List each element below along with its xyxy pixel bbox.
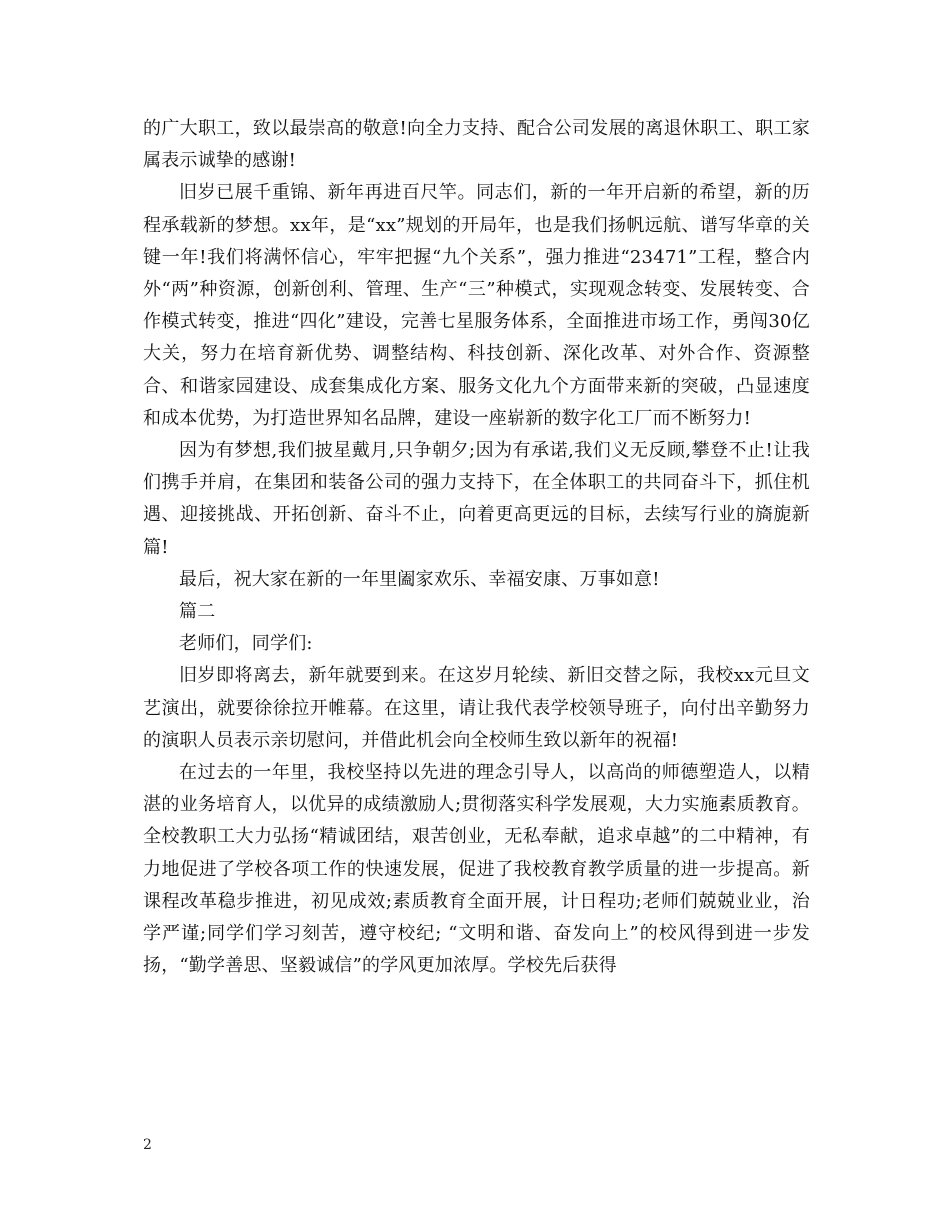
paragraph-3: 因为有梦想,我们披星戴月,只争朝夕;因为有承诺,我们义无反顾,攀登不止!让我们携手并肩，在集团和装备公司的强力支持下，在全体职工的共同奋斗下，抓住机遇、迎接挑战、开拓创新、奋斗不止，向着更高更远的目标，去续写行业的旖旎新篇!	[143, 440, 810, 558]
paragraph-4: 最后，祝大家在新的一年里阖家欢乐、幸福安康、万事如意!	[179, 568, 660, 590]
page-number: 2	[143, 1137, 152, 1153]
section-heading: 篇二	[179, 601, 216, 623]
document-body	[143, 113, 810, 982]
paragraph-8: 在过去的一年里，我校坚持以先进的理念引导人，以高尚的师德塑造人，以精湛的业务培育人，以优异的成绩激励人;贯彻落实科学发展观，大力实施素质教育。全校教职工大力弘扬“精诚团结，艰苦创业，无私奉献，追求卓越”的二中精神，有力地促进了学校各项工作的快速发展，促进了我校教育教学质量的进一步提高。新课程改革稳步推进，初见成效;素质教育全面开展，计日程功;老师们兢兢业业，治学严谨;同学们学习刻苦，遵守校纪; “文明和谐、奋发向上”的校风得到进一步发扬，“勤学善思、坚毅诚信”的学风更加浓厚。学校先后获得	[143, 762, 810, 977]
paragraph-2: 旧岁已展千重锦、新年再进百尺竿。同志们，新的一年开启新的希望，新的历程承载新的梦想。xx年，是“xx”规划的开局年，也是我们扬帆远航、谱写华章的关键一年!我们将满怀信心，牢牢把握“九个关系”，强力推进“23471”工程，整合内外“两”种资源，创新创利、管理、生产“三”种模式，实现观念转变、发展转变、合作模式转变，推进“四化”建设，完善七星服务体系，全面推进市场工作，勇闯30亿大关，努力在培育新优势、调整结构、科技创新、深化改革、对外合作、资源整合、和谐家园建设、成套集成化方案、服务文化九个方面带来新的突破，凸显速度和成本优势，为打造世界知名品牌，建设一座崭新的数字化工厂而不断努力!	[143, 182, 810, 429]
paragraph-1: 的广大职工，致以最崇高的敬意!向全力支持、配合公司发展的离退休职工、职工家属表示诚挚的感谢!	[143, 118, 810, 172]
salutation: 老师们，同学们:	[179, 633, 313, 655]
paragraph-7: 旧岁即将离去，新年就要到来。在这岁月轮续、新旧交替之际，我校xx元旦文艺演出，就要徐徐拉开帷幕。在这里，请让我代表学校领导班子，向付出辛勤努力的演职人员表示亲切慰问，并借此机会向全校师生致以新年的祝福!	[143, 665, 810, 751]
